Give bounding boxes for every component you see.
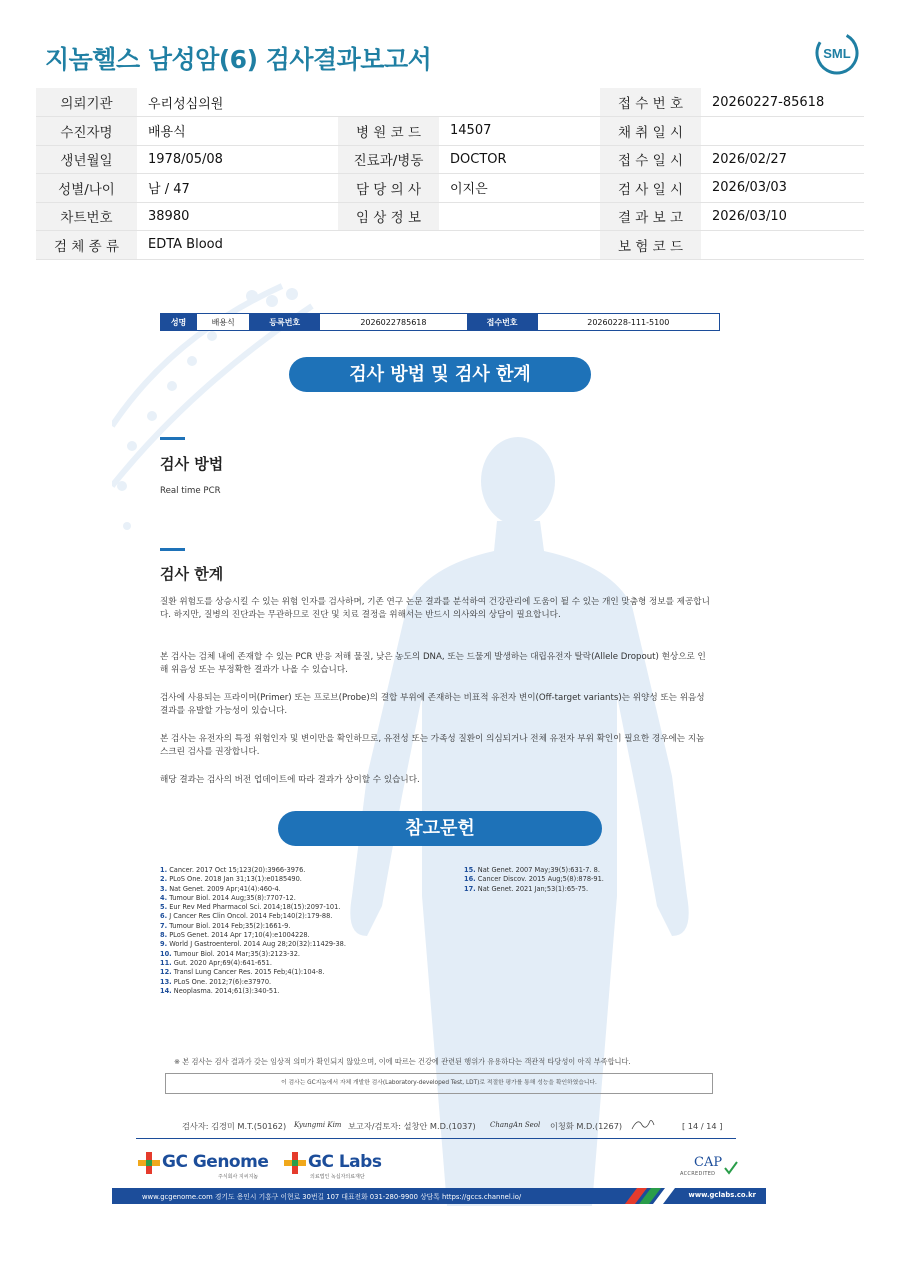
- reference-item: 6. J Cancer Res Clin Oncol. 2014 Feb;140(2):179-88.: [160, 912, 333, 921]
- rcpt-label: 접수번호: [467, 314, 537, 331]
- info-value: [439, 88, 600, 117]
- info-row: [36, 145, 864, 174]
- method-text: Real time PCR: [160, 486, 221, 496]
- info-value: 1978/05/08: [137, 145, 338, 174]
- sml-logo: [814, 30, 860, 76]
- references-list-right: [464, 866, 604, 894]
- limit-paragraph: 질환 위험도를 상승시킬 수 있는 위험 인자를 검사하며, 기존 연구 논문 결과를 분석하여 건강관리에 도움이 될 수 있는 개인 맞춤형 정보를 제공합니다. 하지만, 질병의 진단과는 무관하므로 진단 및 치료 결정을 위해서는 반드시 의사와의 상담이 필요합니다.: [160, 597, 710, 620]
- svg-text:SML: SML: [823, 46, 851, 61]
- ldt-note: 이 검사는 GC지놈에서 자체 개발한 검사(Laboratory-developed Test, LDT)로 적절한 평가를 통해 성능을 확인하였습니다.: [165, 1073, 713, 1094]
- info-value: [439, 231, 600, 260]
- reference-item: 7. Tumour Biol. 2014 Feb;35(2):1661-9.: [160, 921, 291, 930]
- info-label: 성별/나이: [36, 174, 137, 203]
- info-label: 접 수 번 호: [600, 88, 701, 117]
- cap-accredited-logo: CAP ACCREDITED: [678, 1155, 740, 1183]
- reg-value: 2026022785618: [320, 314, 467, 331]
- references-list-left: [160, 866, 346, 996]
- info-label: 담 당 의 사: [338, 174, 439, 203]
- reference-item: 17. Nat Genet. 2021 Jan;53(1):65-75.: [464, 884, 589, 893]
- page-title: 지놈헬스 남성암(6) 검사결과보고서: [45, 45, 432, 74]
- method-title: 검사 방법: [160, 455, 224, 473]
- reference-item: 16. Cancer Discov. 2015 Aug;5(8):878-91.: [464, 875, 604, 884]
- info-value: DOCTOR: [439, 145, 600, 174]
- approver-signature: [630, 1117, 656, 1133]
- limit-paragraph: 해당 결과는 검사의 버전 업데이트에 따라 결과가 상이할 수 있습니다.: [160, 775, 420, 785]
- info-value: 2026/03/03: [701, 174, 864, 203]
- name-value: 배용식: [197, 314, 250, 331]
- info-label: 의뢰기관: [36, 88, 137, 117]
- info-value: [701, 231, 864, 260]
- reference-item: 12. Transl Lung Cancer Res. 2015 Feb;4(1):104-8.: [160, 968, 325, 977]
- info-label: 검 사 일 시: [600, 174, 701, 203]
- info-value: 2026/03/10: [701, 202, 864, 231]
- info-label: 생년월일: [36, 145, 137, 174]
- reference-item: 14. Neoplasma. 2014;61(3):340-51.: [160, 986, 280, 995]
- info-label: 결 과 보 고: [600, 202, 701, 231]
- approver-signer: 이청화 M.D.(1267): [550, 1121, 623, 1131]
- reg-label: 등록번호: [250, 314, 320, 331]
- info-label: 차트번호: [36, 202, 137, 231]
- info-row: [36, 231, 864, 260]
- info-value: 이지은: [439, 174, 600, 203]
- info-row: [36, 202, 864, 231]
- info-label: 보 험 코 드: [600, 231, 701, 260]
- reference-item: 2. PLoS One. 2018 Jan 31;13(1):e0185490.: [160, 875, 302, 884]
- info-value: 배용식: [137, 117, 338, 146]
- reviewer-signer: 보고자/검토자: 설창안 M.D.(1037): [348, 1121, 476, 1131]
- section-bar: [160, 548, 185, 551]
- reference-item: 15. Nat Genet. 2007 May;39(5):631-7. 8.: [464, 866, 600, 874]
- limit-paragraph: 검사에 사용되는 프라이머(Primer) 또는 프로브(Probe)의 결합 부위에 존재하는 비표적 유전자 변이(Off-target variants)는 위양성 또는 위음성 결과를 유발할 가능성이 있습니다.: [160, 693, 705, 716]
- method-banner: 검사 방법 및 검사 한계: [289, 357, 591, 392]
- reviewer-signature: ChangAn Seol: [490, 1121, 541, 1129]
- tester-signature: Kyungmi Kim: [294, 1121, 342, 1129]
- info-label: 접 수 일 시: [600, 145, 701, 174]
- limit-paragraph: 본 검사는 검체 내에 존재할 수 있는 PCR 반응 저해 물질, 낮은 농도의 DNA, 또는 드물게 발생하는 대립유전자 탈락(Allele Dropout) 현상으로 인해 위음성 또는 부정확한 결과가 나올 수 있습니다.: [160, 652, 706, 675]
- info-value: 14507: [439, 117, 600, 146]
- reference-item: 1. Cancer. 2017 Oct 15;123(20):3966-3976.: [160, 866, 306, 874]
- gc-cross-icon: [138, 1152, 160, 1174]
- limit-paragraph: 본 검사는 유전자의 특정 위험인자 및 변이만을 확인하므로, 유전성 또는 가족성 질환이 의심되거나 전체 유전자 부위 확인이 필요한 경우에는 지놈 스크린 검사를 권장합니다.: [160, 734, 705, 757]
- check-icon: [724, 1161, 738, 1175]
- reference-item: 8. PLoS Genet. 2014 Apr 17;10(4):e1004228.: [160, 931, 310, 940]
- disclaimer-text: ※ 본 검사는 검사 결과가 갖는 임상적 의미가 확인되지 않았으며, 이에 따르는 건강에 관련된 행위가 유용하다는 객관적 타당성이 아직 부족합니다.: [174, 1057, 631, 1066]
- info-label: 진료과/병동: [338, 145, 439, 174]
- info-label: 임 상 정 보: [338, 202, 439, 231]
- patient-info-table: [36, 88, 864, 260]
- info-label: 병 원 코 드: [338, 117, 439, 146]
- info-row: [36, 88, 864, 117]
- info-value: 38980: [137, 202, 338, 231]
- info-label: 채 취 일 시: [600, 117, 701, 146]
- rcpt-value: 20260228-111-5100: [537, 314, 719, 331]
- gc-cross-icon: [284, 1152, 306, 1174]
- reference-item: 9. World J Gastroenterol. 2014 Aug 28;20(32):11429-38.: [160, 940, 346, 949]
- footer-bar: [112, 1188, 766, 1204]
- info-value: EDTA Blood: [137, 231, 338, 260]
- reference-item: 13. PLoS One. 2012;7(6):e37970.: [160, 977, 272, 986]
- info-label: 수진자명: [36, 117, 137, 146]
- report-page: 성명 배용식 등록번호 2026022785618 접수번호 20260228-111-5100 검사 방법 및 검사 한계 검사 방법 Real time PCR 검사 한계 질환 위험도를 상승시킬 수 있는 위험 인자를 검사하며, 기존 연구 논문 결과를 분석하여 건강관리에 도움이 될 수 있는 개인 맞춤형 정보를 제공합니다. 하지만, 질병의 진단과는 무관하므로 진단 및 치료 결정을 위해서는 반드시 의사와의 상담이 필요합니다. 본 검사는 검체 내에 존재할 수 있는 PCR 반응 저해 물질, 낮은 농도의 DNA, 또는 드물게 발생하는 대립유전자 탈락(Allele Dropout) 현상으로 인해 위음성 또는 부정확한 결과가 나올 수 있습니다. 검사에 사용되는 프라이머(Primer) 또는 프로브(Probe)의 결합 부위에 존재하는 비표적 유전자 변이(Off-target variants)는 위양성 또는 위음성 결과를 유발할 가능성이 있습니다. 본 검사는 유전자의 특정 위험인자 및 변이만을 확인하므로, 유전성 또는 가족성 질환이 의심되거나 전체 유전자 부위 확인이 필요한 경우에는 지놈 스크린 검사를 권장합니다. 해당 결과는 검사의 버전 업데이트에 따라 결과가 상이할 수 있습니다. 참고문헌 1. Cancer. 2017 Oct 15;123(20):3966-3976. 2. PLoS One. 2018 Jan 31;13(1):e0185490. 3. Nat Genet. 2009 Apr;41(4):460-4. 4. Tumour Biol. 2014 Aug;35(8):7707-12. 5. Eur Rev Med Pharmacol Sci. 2014;18(15):2097-101. 6. J Cancer Res Clin Oncol. 2014 Feb;140(2):179-88. 7. Tumour Biol. 2014 Feb;35(2):1661-9. 8. PLoS Genet. 2014 Apr 17;10(4):e1004228. 9. World J Gastroenterol. 2014 Aug 28;20(32):11429-38. 10. Tumour Biol. 2014 Mar;35(3):2123-32. 11. Gut. 2020 Apr;69(4):641-651. 12. Transl Lung Cancer Res. 2015 Feb;4(1):104-8. 13. PLoS One. 2012;7(6):e37970. 14. Neoplasma. 2014;61(3):340-51. 15. Nat Genet. 2007 May;39(5):631-7. 8. 16. Cancer Discov. 2015 Aug;5(8):878-91. 17. Nat Genet. 2021 Jan;53(1):65-75. ※ 본 검사는 검사 결과가 갖는 임상적 의미가 확인되지 않았으며, 이에 따르는 건강에 관련된 행위가 유용하다는 객관적 타당성이 아직 부족합니다. 이 검사는 GC지놈에서 자체 개발한 검사(Laboratory-developed Test, LDT)로 적절한 평가를 통해 성능을 확인하였습니다. 검사자: 김경미 M.T.(50162) Kyungmi Kim 보고자/검토자: 설창안 M.D.(1037) ChangAn Seol 이청화 M.D.(1267) [ 14 / 14 ] GC Genome 주식회사 지씨지놈 GC Labs 의료법인 녹십자의료재단 CAP ACCREDITED www.gcgenome.com 경기도 용인시 기흥구 이현로 30번길 107 대표전화 031-280-9900 상담톡 https://gccs.channel.io/ www.gclabs.co.kr: [112, 276, 766, 1206]
- tester-signer: 검사자: 김경미 M.T.(50162): [182, 1121, 287, 1131]
- info-label: [338, 88, 439, 117]
- info-value: 우리성심의원: [137, 88, 338, 117]
- references-banner: 참고문헌: [278, 811, 602, 846]
- footer-rule: [136, 1138, 736, 1139]
- footer-contact: www.gcgenome.com 경기도 용인시 기흥구 이현로 30번길 107 대표전화 031-280-9900 상담톡 https://gccs.channel.io/: [142, 1193, 522, 1201]
- reference-item: 3. Nat Genet. 2009 Apr;41(4):460-4.: [160, 884, 281, 893]
- section-bar: [160, 437, 185, 440]
- info-value: [701, 117, 864, 146]
- info-row: [36, 174, 864, 203]
- page-number: [ 14 / 14 ]: [682, 1121, 723, 1131]
- info-label: 검 체 종 류: [36, 231, 137, 260]
- info-value: 2026/02/27: [701, 145, 864, 174]
- info-value: 20260227-85618: [701, 88, 864, 117]
- reference-item: 5. Eur Rev Med Pharmacol Sci. 2014;18(15):2097-101.: [160, 903, 341, 912]
- footer-stripes: [617, 1188, 677, 1204]
- limit-title: 검사 한계: [160, 565, 224, 583]
- reference-item: 10. Tumour Biol. 2014 Mar;35(3):2123-32.: [160, 949, 300, 958]
- info-value: 남 / 47: [137, 174, 338, 203]
- info-row: [36, 117, 864, 146]
- reference-item: 11. Gut. 2020 Apr;69(4):641-651.: [160, 958, 272, 967]
- info-value: [439, 202, 600, 231]
- name-label: 성명: [161, 314, 197, 331]
- footer-website: www.gclabs.co.kr: [688, 1191, 756, 1199]
- info-label: [338, 231, 439, 260]
- report-header-table: [160, 313, 720, 331]
- reference-item: 4. Tumour Biol. 2014 Aug;35(8):7707-12.: [160, 893, 296, 902]
